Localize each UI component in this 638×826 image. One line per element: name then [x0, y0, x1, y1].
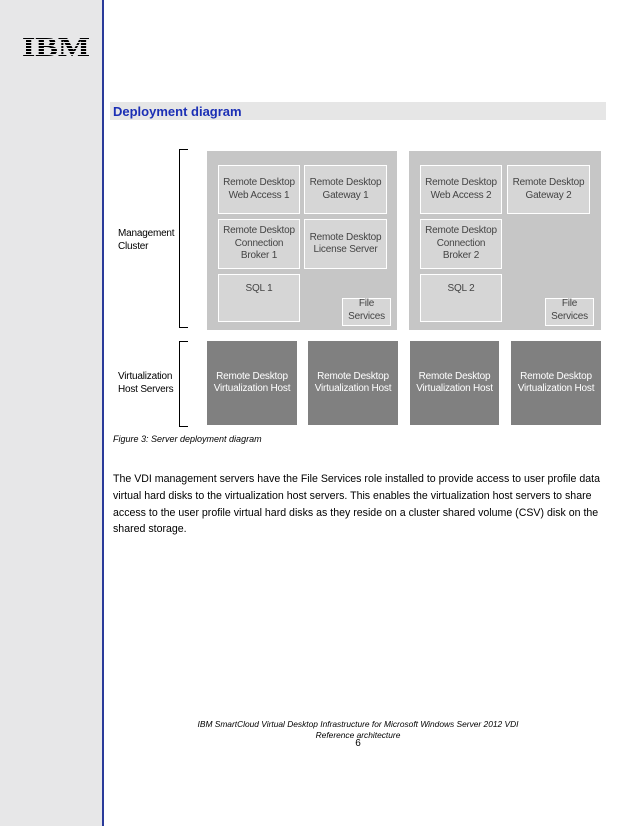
management-bracket	[179, 149, 180, 328]
ibm-logo	[22, 34, 90, 63]
figure-caption: Figure 3: Server deployment diagram	[113, 434, 262, 444]
footer-subtitle: Reference architecture	[315, 729, 401, 740]
virtualization-bracket	[179, 341, 180, 427]
management-cluster-label: Management Cluster	[118, 228, 175, 252]
sidebar-divider	[102, 0, 104, 826]
sql-1: SQL 1	[218, 274, 300, 322]
connection-broker-1: Remote Desktop Connection Broker 1	[218, 219, 300, 269]
sidebar	[0, 0, 102, 826]
license-server: Remote Desktop License Server	[304, 219, 387, 269]
virtualization-host-3: Remote Desktop Virtualization Host	[410, 341, 499, 425]
file-services-1: File Services	[342, 298, 391, 326]
virtualization-host-1: Remote Desktop Virtualization Host	[207, 341, 297, 425]
virtualization-host-4: Remote Desktop Virtualization Host	[511, 341, 601, 425]
page-number: 6	[355, 738, 361, 749]
file-services-2: File Services	[545, 298, 594, 326]
virtualization-hosts-label: Virtualization Host Servers	[118, 371, 174, 395]
gateway-1: Remote Desktop Gateway 1	[304, 165, 387, 214]
body-paragraph: The VDI management servers have the File Services role installed to provide access to user profile data virtual hard disks to the virtualization host servers. This enables the virtualization host servers to share access to the user profile virtual hard disks as they reside on a cluster shared volume (CSV) disk on the shared storage.	[113, 473, 600, 536]
footer	[150, 719, 566, 740]
connection-broker-2: Remote Desktop Connection Broker 2	[420, 219, 502, 269]
virtualization-host-2: Remote Desktop Virtualization Host	[308, 341, 398, 425]
svg-text:IBM: IBM	[22, 34, 90, 58]
footer-title: IBM SmartCloud Virtual Desktop Infrastructure for Microsoft Windows Server 2012 VDI	[197, 719, 519, 729]
sql-2: SQL 2	[420, 274, 502, 322]
section-title: Deployment diagram	[113, 104, 242, 119]
web-access-1: Remote Desktop Web Access 1	[218, 165, 300, 214]
gateway-2: Remote Desktop Gateway 2	[507, 165, 590, 214]
web-access-2: Remote Desktop Web Access 2	[420, 165, 502, 214]
